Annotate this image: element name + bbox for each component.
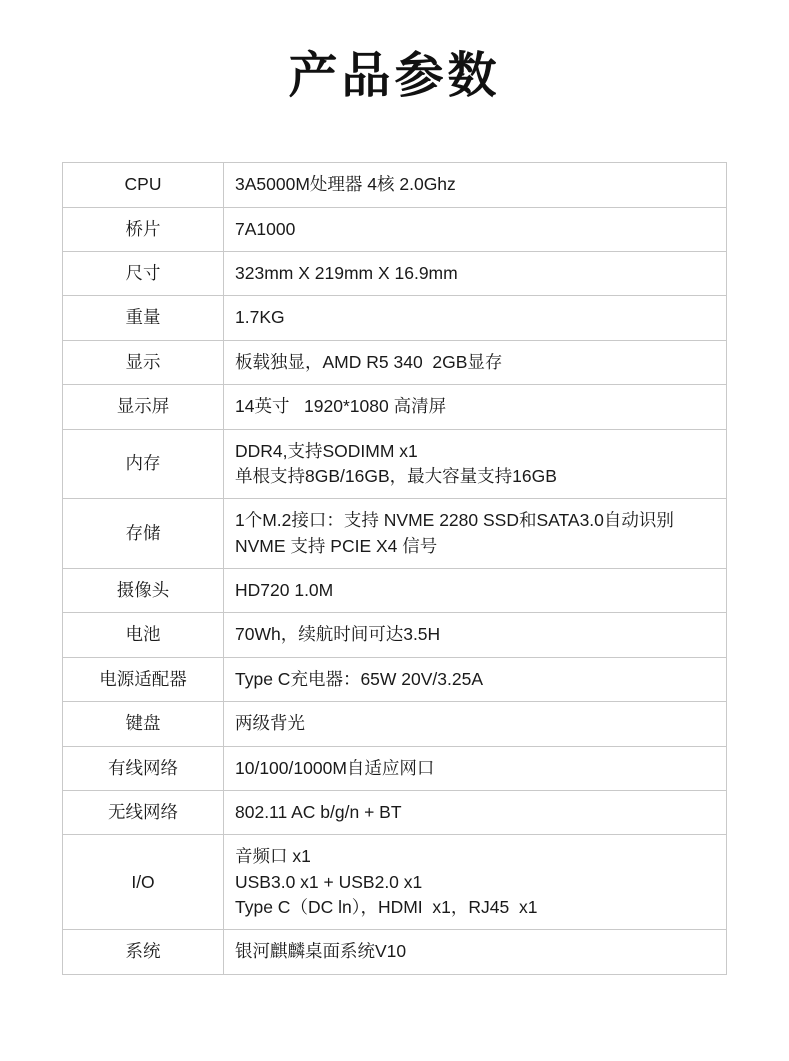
table-row <box>63 252 727 296</box>
spec-label: 桥片 <box>63 207 224 251</box>
spec-value <box>224 207 727 251</box>
table-row <box>63 499 727 569</box>
spec-value-line: USB3.0 x1 + USB2.0 x1 <box>235 871 423 892</box>
spec-value-line: HD720 1.0M <box>235 580 334 601</box>
spec-table-container <box>0 162 789 975</box>
table-row <box>63 702 727 746</box>
spec-label: 无线网络 <box>63 790 224 834</box>
spec-label: 显示屏 <box>63 385 224 429</box>
spec-value-line: 14英寸 1920*1080 高清屏 <box>235 396 447 417</box>
spec-value-line: Type C充电器：65W 20V/3.25A <box>235 668 484 689</box>
spec-value <box>224 613 727 657</box>
spec-value-line: DDR4,支持SODIMM x1 <box>235 440 418 461</box>
spec-table-body <box>63 163 727 975</box>
spec-value-line: 7A1000 <box>235 218 296 239</box>
spec-value <box>224 702 727 746</box>
spec-value <box>224 252 727 296</box>
spec-label: 电池 <box>63 613 224 657</box>
spec-value-line: NVME 支持 PCIE X4 信号 <box>235 535 438 556</box>
spec-label: 键盘 <box>63 702 224 746</box>
spec-value-line: 10/100/1000M自适应网口 <box>235 757 435 778</box>
spec-value-line: 单根支持8GB/16GB，最大容量支持16GB <box>235 465 557 486</box>
table-row <box>63 207 727 251</box>
spec-value <box>224 499 727 569</box>
spec-label: 存储 <box>63 499 224 569</box>
spec-label: I/O <box>63 835 224 930</box>
spec-value <box>224 429 727 499</box>
spec-label: 有线网络 <box>63 746 224 790</box>
spec-value-line: 两级背光 <box>235 713 305 734</box>
table-row <box>63 746 727 790</box>
page-title: 产品参数 <box>288 49 501 103</box>
spec-label: 摄像头 <box>63 569 224 613</box>
table-row <box>63 340 727 384</box>
spec-label: 尺寸 <box>63 252 224 296</box>
table-row <box>63 930 727 974</box>
spec-value <box>224 163 727 207</box>
table-row <box>63 569 727 613</box>
spec-value <box>224 385 727 429</box>
table-row <box>63 163 727 207</box>
table-row <box>63 613 727 657</box>
spec-value-line: 银河麒麟桌面系统V10 <box>235 941 407 962</box>
spec-value <box>224 930 727 974</box>
table-row <box>63 790 727 834</box>
table-row <box>63 835 727 930</box>
spec-label: CPU <box>63 163 224 207</box>
spec-value-line: 板载独显，AMD R5 340 2GB显存 <box>235 351 503 372</box>
table-row <box>63 429 727 499</box>
spec-value-line: 3A5000M处理器 4核 2.0Ghz <box>235 174 456 195</box>
spec-value <box>224 790 727 834</box>
spec-value-line: Type C（DC ln），HDMI x1，RJ45 x1 <box>235 897 538 918</box>
spec-value-line: 1个M.2接口：支持 NVME 2280 SSD和SATA3.0自动识别 <box>235 510 674 531</box>
spec-label: 系统 <box>63 930 224 974</box>
spec-value-line: 323mm X 219mm X 16.9mm <box>235 263 458 284</box>
table-row <box>63 296 727 340</box>
spec-value-line: 70Wh，续航时间可达3.5H <box>235 624 441 645</box>
spec-value <box>224 657 727 701</box>
spec-value <box>224 296 727 340</box>
spec-value <box>224 746 727 790</box>
table-row <box>63 385 727 429</box>
spec-value-line: 1.7KG <box>235 307 285 328</box>
spec-label: 重量 <box>63 296 224 340</box>
spec-value <box>224 340 727 384</box>
spec-label: 显示 <box>63 340 224 384</box>
spec-table <box>62 162 727 975</box>
spec-label: 内存 <box>63 429 224 499</box>
table-row <box>63 657 727 701</box>
spec-value-line: 音频口 x1 <box>235 846 311 867</box>
spec-value-line: 802.11 AC b/g/n + BT <box>235 801 402 822</box>
spec-label: 电源适配器 <box>63 657 224 701</box>
spec-value <box>224 835 727 930</box>
spec-value <box>224 569 727 613</box>
